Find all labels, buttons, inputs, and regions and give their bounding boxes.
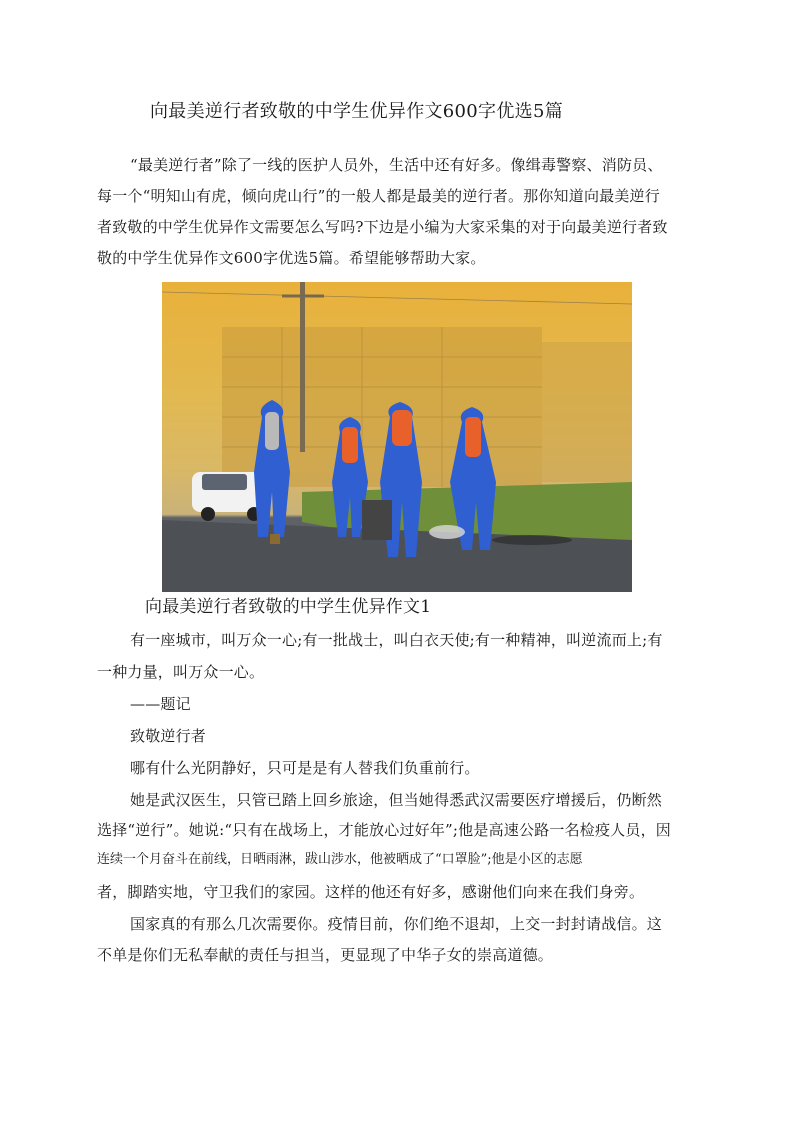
body-line-1: 有一座城市，叫万众一心;有一批战士，叫白衣天使;有一种精神，叫逆流而上;有 <box>130 631 663 649</box>
body-line-10: 国家真的有那么几次需要你。疫情目前，你们绝不退却，上交一封封请战信。这 <box>130 915 663 933</box>
photo-utility-pole <box>300 282 305 452</box>
intro-line-1: “最美逆行者”除了一线的医护人员外，生活中还有好多。像缉毒警察、消防员、 <box>130 156 663 174</box>
intro-line-4: 敬的中学生优异作文600字优选5篇。希望能够帮助大家。 <box>97 249 486 267</box>
body-line-5: 哪有什么光阴静好，只可是是有人替我们负重前行。 <box>130 759 480 777</box>
photo-cart <box>362 500 392 540</box>
body-line-8: 连续一个月奋斗在前线，日晒雨淋，跋山涉水，他被晒成了“口罩脸”;他是小区的志愿 <box>97 852 583 867</box>
body-line-6: 她是武汉医生，只管已踏上回乡旅途，但当她得悉武汉需要医疗增援后，仍断然 <box>130 791 663 809</box>
body-line-11: 不单是你们无私奉献的责任与担当，更显现了中华子女的崇高道德。 <box>97 946 554 964</box>
photo-illustration <box>162 282 632 592</box>
body-line-7: 选择“逆行”。她说:“只有在战场上，才能放心过好年”;他是高速公路一名检疫人员，因 <box>97 821 671 839</box>
photo-building-right <box>542 342 632 482</box>
body-line-2: 一种力量，叫万众一心。 <box>97 663 265 681</box>
body-line-3: ——题记 <box>130 695 191 713</box>
body-line-9: 者，脚踏实地，守卫我们的家园。这样的他还有好多，感谢他们向来在我们身旁。 <box>97 883 645 901</box>
intro-line-2: 每一个“明知山有虎，倾向虎山行”的一般人都是最美的逆行者。那你知道向最美逆行 <box>97 187 660 205</box>
intro-line-3: 者致敬的中学生优异作文需要怎么写吗?下边是小编为大家采集的对于向最美逆行者致 <box>97 218 668 236</box>
article-photo <box>162 282 632 592</box>
document-title: 向最美逆行者致敬的中学生优异作文600字优选5篇 <box>150 101 564 122</box>
body-line-4: 致敬逆行者 <box>130 727 207 745</box>
section-title: 向最美逆行者致敬的中学生优异作文1 <box>145 597 432 617</box>
